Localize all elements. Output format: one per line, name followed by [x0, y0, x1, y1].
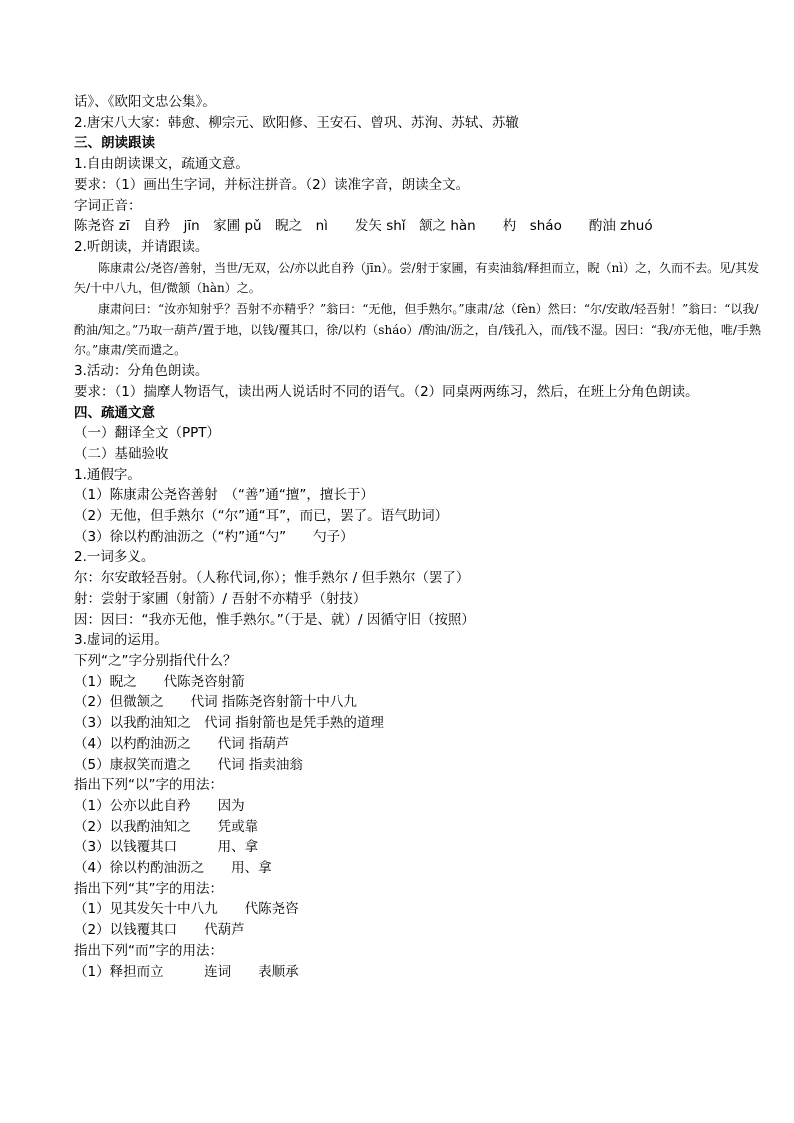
- text-line-21: 射：尝射于家圃（射箭）/ 吾射不亦精乎（射技）: [74, 590, 367, 607]
- text-line-27: （3）以我酌油知之 代词 指射箭也是凭手熟的道理: [74, 715, 384, 732]
- text-line-7: 2.听朗读，并请跟读。: [74, 238, 209, 255]
- text-line-39: （1）释担而立 连词 表顺承: [74, 963, 299, 980]
- text-line-4: 要求：（1）画出生字词，并标注拼音。（2）读准字音，朗读全文。: [74, 176, 470, 193]
- text-line-17: （2）无他，但手熟尔（“尔”通“耳”，而已，罢了。语气助词）: [74, 508, 449, 525]
- text-line-20: 尔：尔安敢轻吾射。（人称代词,你）；惟手熟尔 / 但手熟尔（罢了）: [74, 570, 470, 587]
- text-line-26: （2）但微颔之 代词 指陈尧咨射箭十中八九: [74, 694, 357, 711]
- text-line-14: （二）基础验收: [74, 445, 169, 462]
- text-line-23: 3.虚词的运用。: [74, 632, 168, 649]
- text-line-0: 话》、《欧阳文忠公集》。: [74, 94, 216, 110]
- text-line-10: 3.活动：分角色朗读。: [74, 363, 209, 380]
- text-line-18: （3）徐以杓酌油沥之（“杓”通“勺” 勺子）: [74, 528, 354, 545]
- text-line-16: （1）陈康肃公尧咨善射 （“善”通“擅”，擅长于）: [74, 487, 374, 504]
- text-line-33: （3）以钱覆其口 用、拿: [74, 839, 259, 856]
- text-line-15: 1.通假字。: [74, 466, 141, 483]
- text-line-32: （2）以我酌油知之 凭或靠: [74, 818, 259, 835]
- text-line-30: 指出下列“以”字的用法：: [74, 777, 223, 794]
- text-line-1: 2.唐宋八大家：韩愈、柳宗元、欧阳修、王安石、曾巩、苏洵、苏轼、苏辙: [74, 114, 519, 131]
- text-line-3: 1.自由朗读课文，疏通文意。: [74, 156, 249, 173]
- text-line-11: 要求：（1）揣摩人物语气，读出两人说话时不同的语气。（2）同桌两两练习，然后，在班上分角色朗读。: [74, 383, 699, 400]
- text-line-5: 字词正音：: [74, 197, 142, 214]
- text-line-37: （2）以钱覆其口 代葫芦: [74, 922, 245, 939]
- text-line-13: （一）翻译全文（PPT）: [74, 425, 221, 442]
- text-line-25: （1）睨之 代陈尧咨射箭: [74, 673, 245, 690]
- classical-text-paragraph-2: 康肃问曰：“汝亦知射乎？吾射不亦精乎？”翁曰：“无他，但手熟尔。”康肃/忿（fèn）然曰：“尔/安敢/轻吾射！”翁曰：“以我/酌油/知之。”乃取一葫芦/置于地，以钱/覆其口，徐/以杓（sháo）/酌油/沥之，自/钱孔入，而/钱不湿。因曰：“我/亦无他，唯/手熟尔。”康肃/笑而遣之。: [74, 302, 761, 358]
- text-line-31: （1）公亦以此自矜 因为: [74, 797, 245, 814]
- section-heading-reading: 三、朗读跟读: [74, 135, 155, 152]
- text-line-36: （1）见其发矢十中八九 代陈尧咨: [74, 901, 299, 918]
- classical-text-paragraph-1: 陈康肃公/尧咨/善射，当世/无双，公/亦以此自矜（jīn）。尝/射于家圃，有卖油翁/释担而立，睨（nì）之，久而不去。见/其发矢/十中八九，但/微颔（hàn）之。: [74, 260, 760, 296]
- text-line-19: 2.一词多义。: [74, 549, 155, 566]
- text-line-29: （5）康叔笑而遣之 代词 指卖油翁: [74, 756, 303, 773]
- text-line-24: 下列“之”字分别指代什么？: [74, 652, 237, 669]
- section-heading-meaning: 四、疏通文意: [74, 404, 155, 421]
- text-line-38: 指出下列“而”字的用法：: [74, 942, 223, 959]
- text-line-28: （4）以杓酌油沥之 代词 指葫芦: [74, 735, 290, 752]
- text-line-35: 指出下列“其”字的用法：: [74, 880, 223, 897]
- document-page: [74, 92, 764, 982]
- text-line-22: 因：因曰：“我亦无他，惟手熟尔。”（于是、就）/ 因循守旧（按照）: [74, 611, 475, 628]
- pronunciation-list: 陈尧咨 zī 自矜 jīn 家圃 pǔ 睨之 nì 发矢 shǐ 颔之 hàn 杓 sháo 酌油 zhuó: [74, 218, 653, 235]
- text-line-34: （4）徐以杓酌油沥之 用、拿: [74, 860, 272, 877]
